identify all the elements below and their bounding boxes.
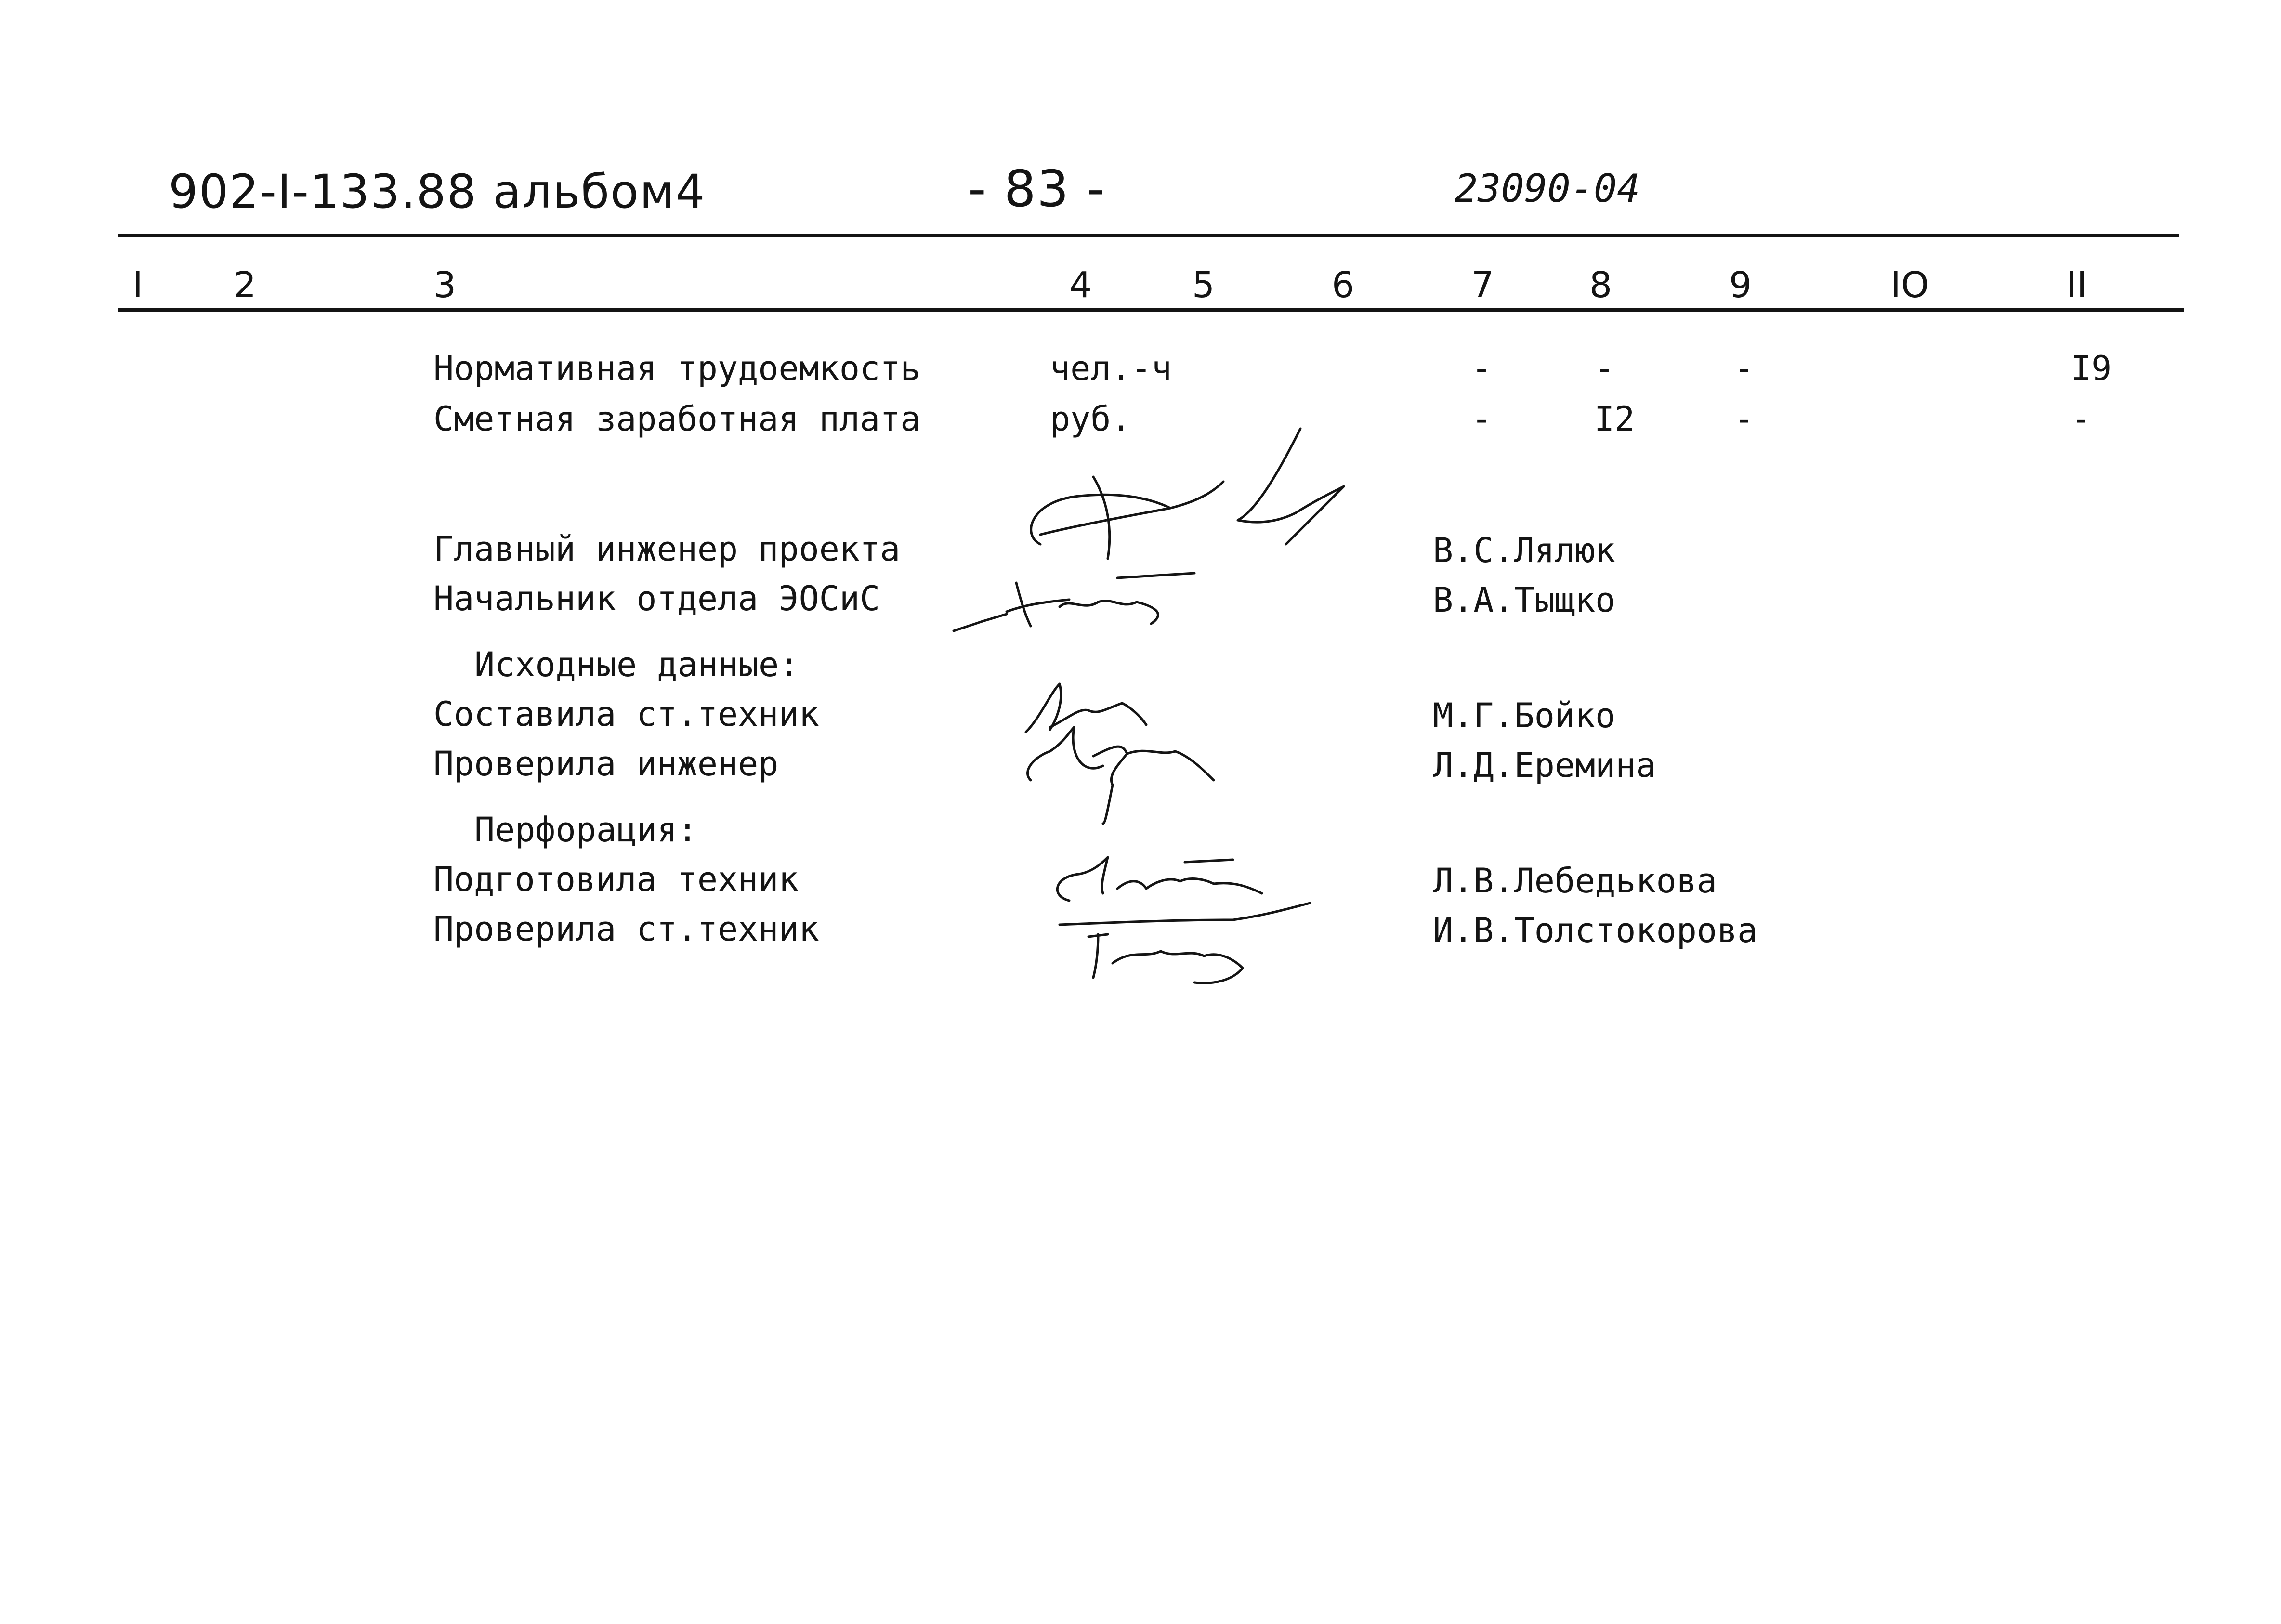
column-number: 6 bbox=[1332, 264, 1355, 306]
signer-name: М.Г.Бойко bbox=[1433, 696, 1616, 735]
row-value: - bbox=[2071, 399, 2092, 439]
signer-role: Главный инженер проекта bbox=[433, 529, 901, 569]
column-number: 8 bbox=[1589, 264, 1612, 306]
row-value: - bbox=[1594, 349, 1615, 388]
signer-role: Начальник отдела ЭОСиС bbox=[433, 579, 880, 618]
row-unit: чел.-ч bbox=[1050, 349, 1172, 388]
row-value: I2 bbox=[1594, 399, 1635, 439]
page-number: - 83 - bbox=[968, 159, 1106, 218]
section-heading: Перфорация: bbox=[474, 810, 698, 850]
document-code: 902-I-133.88 альбом4 bbox=[169, 165, 706, 219]
signer-name: Л.В.Лебедькова bbox=[1433, 861, 1717, 901]
column-number: 7 bbox=[1471, 264, 1494, 306]
row-value: - bbox=[1471, 399, 1492, 439]
signer-name: Л.Д.Еремина bbox=[1433, 746, 1656, 785]
column-number: 9 bbox=[1729, 264, 1752, 306]
row-value: - bbox=[1734, 399, 1755, 439]
row-value: - bbox=[1471, 349, 1492, 388]
column-number: II bbox=[2066, 264, 2087, 306]
signer-name: В.С.Лялюк bbox=[1433, 531, 1616, 570]
row-value: I9 bbox=[2071, 349, 2112, 388]
signer-role: Подготовила техник bbox=[433, 860, 799, 899]
signer-name: И.В.Толстокорова bbox=[1433, 911, 1758, 950]
signature-department-head bbox=[954, 554, 1204, 641]
signature-chief-engineer bbox=[1011, 424, 1349, 568]
column-header-rule bbox=[118, 308, 2184, 312]
column-number: 2 bbox=[234, 264, 257, 306]
row-unit: руб. bbox=[1050, 399, 1131, 439]
inventory-stamp: 23090-04 bbox=[1455, 166, 1640, 211]
signature-tolstokorova bbox=[1050, 896, 1320, 982]
row-label: Нормативная трудоемкость bbox=[433, 349, 921, 388]
row-label: Сметная заработная плата bbox=[433, 399, 921, 439]
column-number: 5 bbox=[1192, 264, 1215, 306]
section-heading: Исходные данные: bbox=[474, 645, 800, 684]
row-value: - bbox=[1734, 349, 1755, 388]
column-number: IO bbox=[1890, 264, 1929, 306]
signer-role: Проверила инженер bbox=[433, 744, 779, 784]
column-number: 4 bbox=[1069, 264, 1092, 306]
signer-role: Проверила ст.техник bbox=[433, 909, 819, 949]
signature-eremina bbox=[1021, 713, 1223, 824]
column-number: I bbox=[132, 264, 143, 306]
signer-name: В.А.Тыщко bbox=[1433, 580, 1616, 620]
signer-role: Составила ст.техник bbox=[433, 694, 819, 734]
column-number: 3 bbox=[433, 264, 457, 306]
header-rule bbox=[118, 234, 2179, 237]
